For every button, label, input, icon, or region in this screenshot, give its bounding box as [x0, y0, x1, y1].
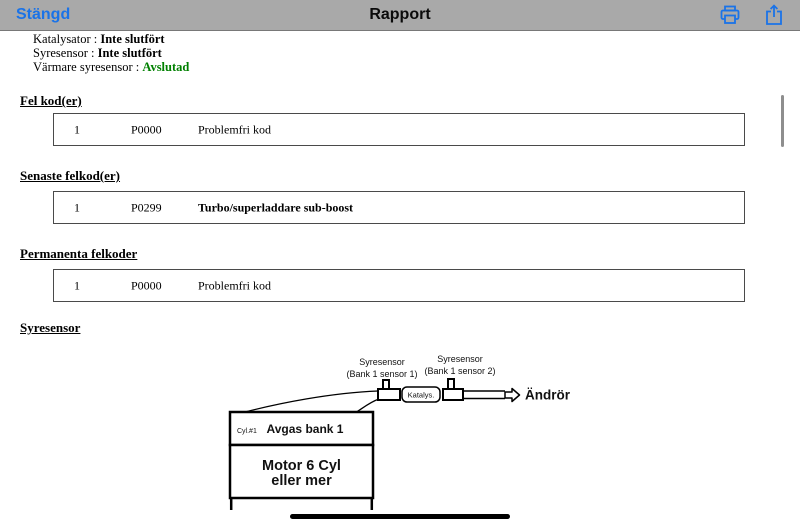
engine-box-lower-stub	[231, 498, 372, 510]
oxygen-sensor-diagram	[215, 345, 580, 515]
sensor2-coupling	[443, 389, 463, 400]
sensor1-label: Syresensor	[359, 357, 405, 367]
engine-label-line2: eller mer	[271, 473, 332, 489]
section-heading-syresensor: Syresensor	[20, 320, 81, 335]
sensor1-coupling	[378, 389, 400, 400]
share-icon	[762, 15, 786, 30]
exhaust-bank-label: Avgas bank 1	[266, 422, 344, 436]
status-value: Avslutad	[142, 60, 190, 74]
page-title: Rapport	[369, 6, 431, 23]
sensor2-sublabel: (Bank 1 sensor 2)	[424, 366, 496, 376]
status-label: Katalysator	[33, 32, 91, 46]
engine-label-line1: Motor 6 Cyl	[262, 458, 341, 474]
sensor2-label: Syresensor	[437, 354, 483, 364]
status-label: Värmare syresensor	[33, 60, 133, 74]
row-index: 1	[74, 122, 80, 136]
home-indicator[interactable]	[290, 514, 510, 519]
catalyst-label: Katalys.	[407, 390, 435, 400]
table-row	[54, 192, 744, 223]
cylinder-label: Cyl.#1	[237, 428, 257, 435]
status-value: Inte slutfört	[97, 46, 162, 60]
sensor1-sublabel: (Bank 1 sensor 1)	[346, 369, 418, 379]
navigation-bar	[0, 0, 800, 31]
tailpipe-label: Ändrör	[525, 387, 570, 403]
row-index: 1	[74, 278, 80, 292]
status-separator: :	[132, 60, 143, 74]
row-description: Problemfri kod	[198, 122, 271, 136]
section-heading-senaste-felkoder: Senaste felkod(er)	[20, 168, 121, 183]
row-code: P0299	[131, 200, 162, 214]
scrollbar-thumb[interactable]	[781, 95, 784, 147]
flow-arrow-icon	[505, 389, 520, 402]
status-line-varmare	[33, 60, 189, 74]
share-button[interactable]	[761, 3, 787, 29]
row-code: P0000	[131, 278, 162, 292]
recent-fault-code-table	[53, 191, 745, 224]
exhaust-runner-upper	[245, 391, 378, 412]
status-label: Syresensor	[33, 46, 88, 60]
status-line-katalysator	[33, 32, 165, 46]
printer-icon	[718, 15, 742, 30]
status-separator: :	[87, 46, 98, 60]
print-button[interactable]	[717, 3, 743, 29]
status-line-syresensor	[33, 46, 162, 60]
table-row	[54, 270, 744, 301]
row-index: 1	[74, 200, 80, 214]
section-heading-fel-koder: Fel kod(er)	[20, 93, 82, 108]
close-button[interactable]: Stängd	[16, 6, 71, 23]
section-heading-permanenta-felkoder: Permanenta felkoder	[20, 246, 138, 261]
row-code: P0000	[131, 122, 162, 136]
permanent-fault-code-table	[53, 269, 745, 302]
table-row	[54, 114, 744, 145]
status-value: Inte slutfört	[100, 32, 165, 46]
row-description: Problemfri kod	[198, 278, 271, 292]
status-separator: :	[90, 32, 101, 46]
row-description: Turbo/superladdare sub-boost	[198, 200, 354, 214]
fault-code-table	[53, 113, 745, 146]
